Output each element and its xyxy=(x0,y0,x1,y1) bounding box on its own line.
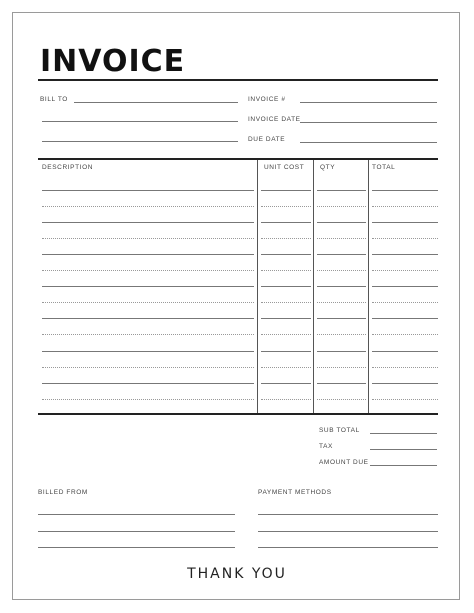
table-line-r10-c1[interactable] xyxy=(261,351,311,352)
table-line-r13-c0[interactable] xyxy=(42,399,254,400)
col-qty: QTY xyxy=(320,164,336,171)
table-line-r12-c2[interactable] xyxy=(317,383,366,384)
table-line-r8-c2[interactable] xyxy=(317,318,366,319)
col-unit-cost: UNIT COST xyxy=(264,164,305,171)
table-line-r3-c2[interactable] xyxy=(317,238,366,239)
col-divider-1 xyxy=(257,160,258,414)
col-divider-2 xyxy=(313,160,314,414)
table-line-r5-c1[interactable] xyxy=(261,270,311,271)
table-line-r11-c1[interactable] xyxy=(261,367,311,368)
bill-to-line-2[interactable] xyxy=(42,121,238,122)
table-line-r9-c2[interactable] xyxy=(317,334,366,335)
tax-field[interactable] xyxy=(370,449,437,450)
payment-methods-line-1[interactable] xyxy=(258,514,438,515)
table-line-r0-c3[interactable] xyxy=(372,190,438,191)
table-line-r9-c1[interactable] xyxy=(261,334,311,335)
table-line-r2-c0[interactable] xyxy=(42,222,254,223)
table-line-r6-c3[interactable] xyxy=(372,286,438,287)
table-line-r10-c3[interactable] xyxy=(372,351,438,352)
table-line-r7-c1[interactable] xyxy=(261,302,311,303)
bill-to-line-3[interactable] xyxy=(42,141,238,142)
table-line-r8-c1[interactable] xyxy=(261,318,311,319)
table-line-r9-c3[interactable] xyxy=(372,334,438,335)
table-line-r13-c1[interactable] xyxy=(261,399,311,400)
table-line-r12-c3[interactable] xyxy=(372,383,438,384)
table-line-r1-c2[interactable] xyxy=(317,206,366,207)
title-rule xyxy=(38,79,438,81)
table-line-r6-c1[interactable] xyxy=(261,286,311,287)
col-divider-3 xyxy=(368,160,369,414)
billed-from-line-3[interactable] xyxy=(38,547,235,548)
amount-due-field[interactable] xyxy=(370,465,437,466)
table-line-r8-c0[interactable] xyxy=(42,318,254,319)
table-line-r5-c2[interactable] xyxy=(317,270,366,271)
table-line-r3-c0[interactable] xyxy=(42,238,254,239)
payment-methods-label: PAYMENT METHODS xyxy=(258,489,332,496)
table-line-r6-c0[interactable] xyxy=(42,286,254,287)
table-line-r12-c0[interactable] xyxy=(42,383,254,384)
table-line-r4-c3[interactable] xyxy=(372,254,438,255)
table-line-r7-c0[interactable] xyxy=(42,302,254,303)
table-line-r6-c2[interactable] xyxy=(317,286,366,287)
billed-from-line-1[interactable] xyxy=(38,514,235,515)
bill-to-label: BILL TO xyxy=(40,96,68,103)
table-line-r11-c3[interactable] xyxy=(372,367,438,368)
sub-total-label: SUB TOTAL xyxy=(319,427,360,434)
table-line-r2-c2[interactable] xyxy=(317,222,366,223)
table-line-r13-c2[interactable] xyxy=(317,399,366,400)
col-description: DESCRIPTION xyxy=(42,164,94,171)
table-line-r11-c2[interactable] xyxy=(317,367,366,368)
table-line-r2-c3[interactable] xyxy=(372,222,438,223)
table-line-r11-c0[interactable] xyxy=(42,367,254,368)
due-date-field[interactable] xyxy=(300,142,437,143)
col-total: TOTAL xyxy=(372,164,396,171)
table-line-r3-c3[interactable] xyxy=(372,238,438,239)
table-line-r9-c0[interactable] xyxy=(42,334,254,335)
invoice-title: INVOICE xyxy=(40,44,186,79)
invoice-number-label: INVOICE # xyxy=(248,96,286,103)
table-line-r7-c3[interactable] xyxy=(372,302,438,303)
table-line-r10-c2[interactable] xyxy=(317,351,366,352)
table-line-r7-c2[interactable] xyxy=(317,302,366,303)
table-line-r13-c3[interactable] xyxy=(372,399,438,400)
table-line-r0-c1[interactable] xyxy=(261,190,311,191)
table-line-r5-c0[interactable] xyxy=(42,270,254,271)
table-line-r8-c3[interactable] xyxy=(372,318,438,319)
invoice-date-label: INVOICE DATE xyxy=(248,116,301,123)
table-line-r10-c0[interactable] xyxy=(42,351,254,352)
table-bottom-rule xyxy=(38,413,438,415)
sub-total-field[interactable] xyxy=(370,433,437,434)
table-line-r12-c1[interactable] xyxy=(261,383,311,384)
bill-to-line-1[interactable] xyxy=(74,102,238,103)
payment-methods-line-3[interactable] xyxy=(258,547,438,548)
billed-from-label: BILLED FROM xyxy=(38,489,88,496)
table-line-r5-c3[interactable] xyxy=(372,270,438,271)
table-line-r1-c0[interactable] xyxy=(42,206,254,207)
table-top-rule xyxy=(38,158,438,160)
table-line-r1-c3[interactable] xyxy=(372,206,438,207)
table-line-r1-c1[interactable] xyxy=(261,206,311,207)
table-line-r4-c0[interactable] xyxy=(42,254,254,255)
table-line-r0-c0[interactable] xyxy=(42,190,254,191)
tax-label: TAX xyxy=(319,443,333,450)
thank-you-text: THANK YOU xyxy=(187,566,287,582)
billed-from-line-2[interactable] xyxy=(38,531,235,532)
table-line-r4-c1[interactable] xyxy=(261,254,311,255)
invoice-number-field[interactable] xyxy=(300,102,437,103)
table-line-r4-c2[interactable] xyxy=(317,254,366,255)
payment-methods-line-2[interactable] xyxy=(258,531,438,532)
table-line-r0-c2[interactable] xyxy=(317,190,366,191)
invoice-date-field[interactable] xyxy=(300,122,437,123)
due-date-label: DUE DATE xyxy=(248,136,286,143)
table-line-r3-c1[interactable] xyxy=(261,238,311,239)
amount-due-label: AMOUNT DUE xyxy=(319,459,369,466)
table-line-r2-c1[interactable] xyxy=(261,222,311,223)
page-border xyxy=(12,12,460,600)
